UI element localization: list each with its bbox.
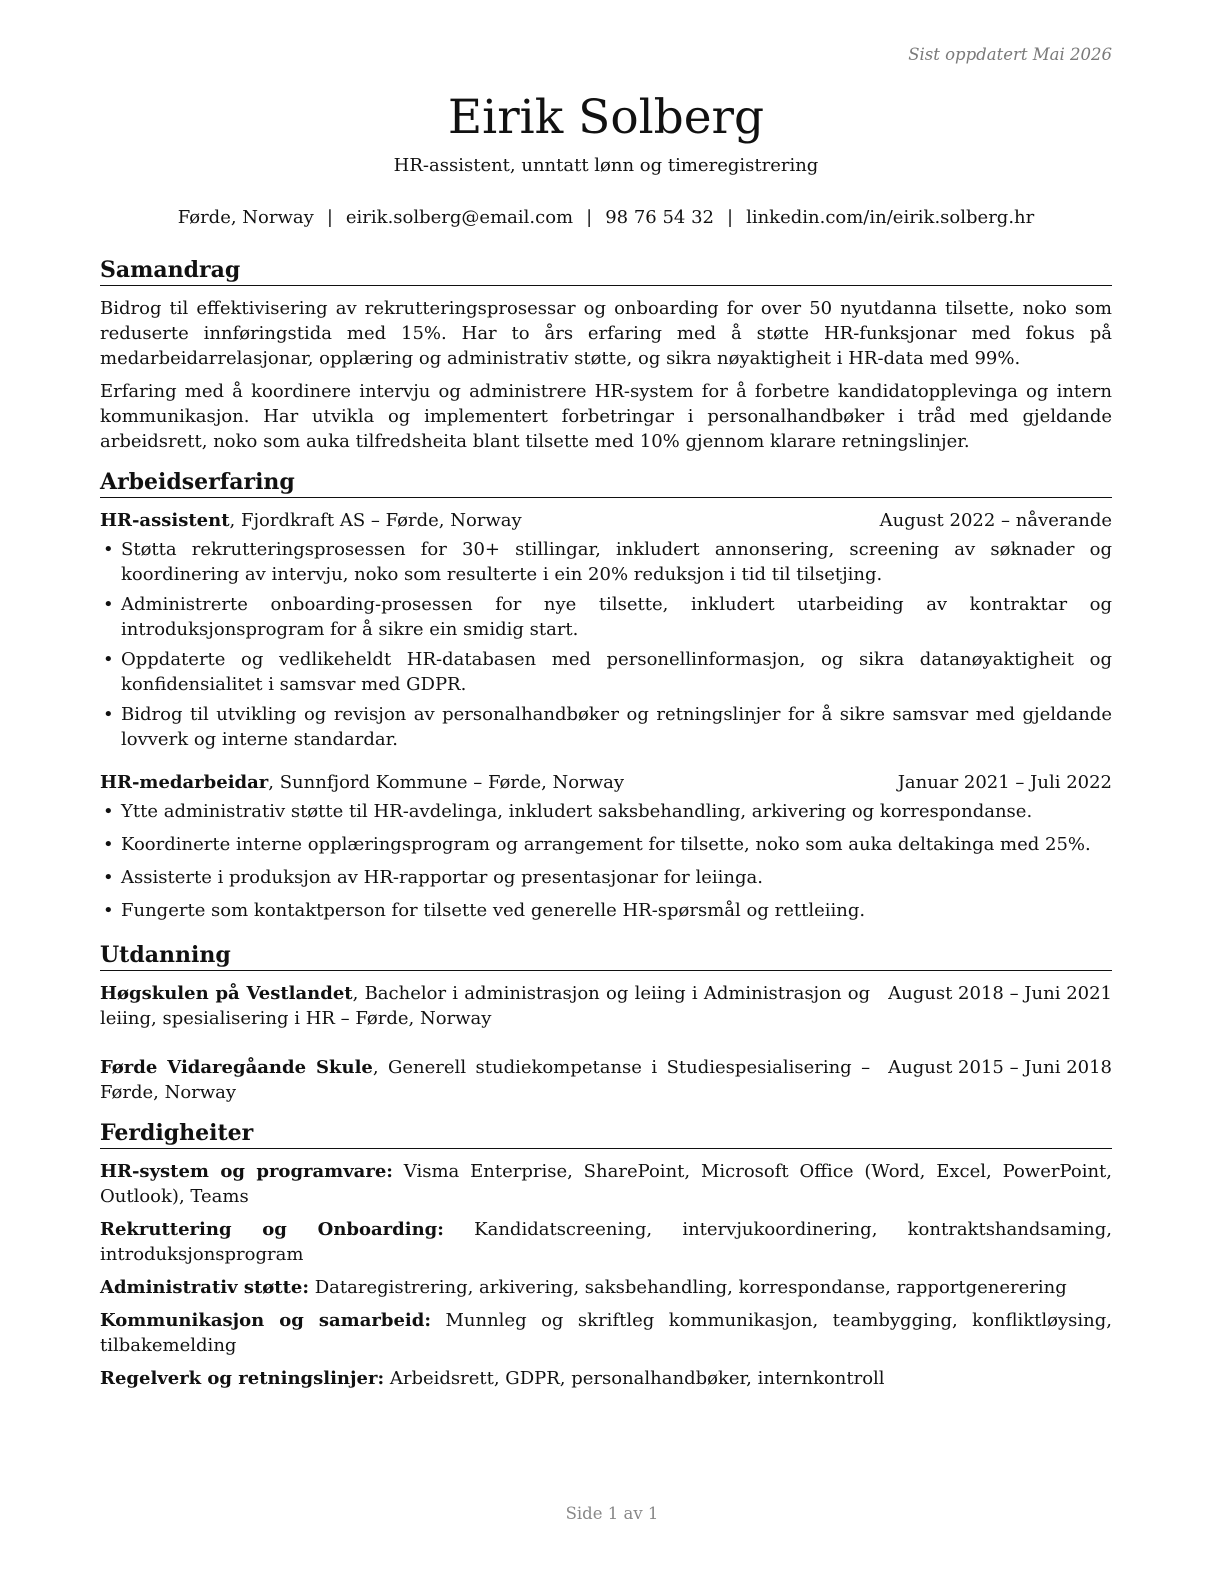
summary-paragraph: Bidrog til effektivisering av rekrutteringsprosessar og onboarding for over 50 nyutdanna tilsette, noko som reduserte innføringstida med 15%. Har to års erfaring med å støtte HR-funksjonar med fokus på medarbeidarrelasjonar, opplæring og administrativ støtte, og sikra nøyaktigheit i HR-data med 99%. — [100, 298, 1112, 369]
skill-row — [100, 1217, 1112, 1267]
skill-value: Visma Enterprise, SharePoint, Microsoft Office (Word, Excel, PowerPoint, Outlook), Teams — [100, 1161, 1112, 1207]
job-entry — [100, 770, 1112, 923]
job-dates: August 2022 – nåverande — [879, 510, 1112, 531]
education-line — [100, 981, 870, 1031]
section-title-skills: Ferdigheiter — [100, 1119, 1112, 1149]
job-dates: Januar 2021 – Juli 2022 — [897, 772, 1112, 793]
job-bullet: • Støtta rekrutteringsprosessen for 30+ stillingar, inkludert annonsering, screening av søknader og koordinering av intervju, noko som resulterte i ein 20% reduksjon i tid til tilsetjing. — [100, 537, 1112, 587]
job-bullet: • Oppdaterte og vedlikeheldt HR-databasen med personellinformasjon, og sikra datanøyaktigheit og konfidensialitet i samsvar med GDPR. — [100, 647, 1112, 697]
contact-location: Førde, Norway — [177, 207, 314, 228]
education-detail: , Bachelor i administrasjon og leiing i Administrasjon og leiing, spesialisering i HR – Førde, Norway — [100, 983, 871, 1029]
education-header — [100, 1055, 1112, 1105]
education-dates: August 2018 – Juni 2021 — [888, 983, 1112, 1004]
contact-phone: 98 76 54 32 — [605, 207, 714, 228]
education-dates: August 2015 – Juni 2018 — [888, 1057, 1112, 1078]
education-school: Førde Vidaregåande Skule — [100, 1057, 373, 1078]
education-detail: , Generell studiekompetanse i Studiespesialisering – Førde, Norway — [100, 1057, 871, 1103]
skill-value: Kandidatscreening, intervjukoordinering, kontraktshandsaming, introduksjonsprogram — [100, 1219, 1113, 1265]
skill-row — [100, 1159, 1112, 1209]
skill-value: Munnleg og skriftleg kommunikasjon, teambygging, konfliktløysing, tilbakemelding — [100, 1310, 1112, 1356]
contact-line — [100, 206, 1112, 230]
job-employer: , Fjordkraft AS – Førde, Norway — [229, 510, 522, 531]
job-bullet: • Bidrog til utvikling og revisjon av personalhandbøker og retningslinjer for å sikre samsvar med gjeldande lovverk og interne standardar. — [100, 702, 1112, 752]
job-bullet: • Fungerte som kontaktperson for tilsette ved generelle HR-spørsmål og rettleiing. — [100, 898, 1112, 923]
skill-label: Kommunikasjon og samarbeid: — [100, 1310, 431, 1331]
job-bullet: • Ytte administrativ støtte til HR-avdelinga, inkludert saksbehandling, arkivering og korrespondanse. — [100, 799, 1112, 824]
candidate-tagline: HR-assistent, unntatt lønn og timeregistrering — [393, 155, 819, 176]
education-header — [100, 981, 1112, 1031]
job-employer: , Sunnfjord Kommune – Førde, Norway — [268, 772, 625, 793]
job-role: HR-medarbeidar — [100, 772, 269, 793]
job-title-line — [100, 508, 522, 533]
job-bullet: • Administrerte onboarding-prosessen for nye tilsette, inkludert utarbeiding av kontraktar og introduksjonsprogram for å sikre ein smidig start. — [100, 592, 1112, 642]
contact-email[interactable]: eirik.solberg@email.com — [345, 207, 574, 228]
summary-paragraph: Erfaring med å koordinere intervju og administrere HR-system for å forbetre kandidatopplevinga og intern kommunikasjon. Har utvikla og implementert forbetringar i personalhandbøker i tråd med gjeldande arbeidsrett, noko som auka tilfredsheita blant tilsette med 10% gjennom klarare retningslinjer. — [100, 381, 1112, 452]
job-role: HR-assistent — [100, 510, 230, 531]
education-entry — [100, 981, 1112, 1031]
section-title-experience: Arbeidserfaring — [100, 468, 1112, 498]
education-school: Høgskulen på Vestlandet — [100, 983, 353, 1004]
job-header — [100, 508, 1112, 533]
education-line — [100, 1055, 870, 1105]
education-entry — [100, 1055, 1112, 1105]
job-title-line — [100, 770, 624, 795]
skill-row — [100, 1308, 1112, 1358]
section-title-summary: Samandrag — [100, 256, 1112, 286]
job-entry — [100, 508, 1112, 752]
contact-separator: | — [326, 207, 333, 228]
contact-separator: | — [726, 207, 734, 228]
skill-value: Arbeidsrett, GDPR, personalhandbøker, internkontroll — [384, 1368, 885, 1389]
section-title-education: Utdanning — [100, 941, 1112, 971]
job-bullet: • Koordinerte interne opplæringsprogram og arrangement for tilsette, noko som auka deltakinga med 25%. — [100, 832, 1112, 857]
candidate-name: Eirik Solberg — [447, 90, 765, 145]
job-header — [100, 770, 1112, 795]
job-bullets — [100, 799, 1112, 923]
skill-label: Regelverk og retningslinjer: — [100, 1368, 385, 1389]
page-number: Side 1 av 1 — [565, 1504, 659, 1523]
skill-row — [100, 1366, 1112, 1391]
contact-separator: | — [586, 207, 593, 228]
skill-row — [100, 1275, 1112, 1300]
job-bullets — [100, 537, 1112, 752]
last-updated-note: Sist oppdatert Mai 2026 — [908, 45, 1112, 64]
skill-value: Dataregistrering, arkivering, saksbehandling, korrespondanse, rapportgenerering — [309, 1277, 1067, 1298]
skill-label: Administrativ støtte: — [100, 1277, 310, 1298]
job-bullet: • Assisterte i produksjon av HR-rapportar og presentasjonar for leiinga. — [100, 865, 1112, 890]
skill-label: HR-system og programvare: — [100, 1161, 393, 1182]
skill-label: Rekruttering og Onboarding: — [100, 1219, 444, 1240]
contact-linkedin[interactable]: linkedin.com/in/eirik.solberg.hr — [746, 207, 1035, 228]
